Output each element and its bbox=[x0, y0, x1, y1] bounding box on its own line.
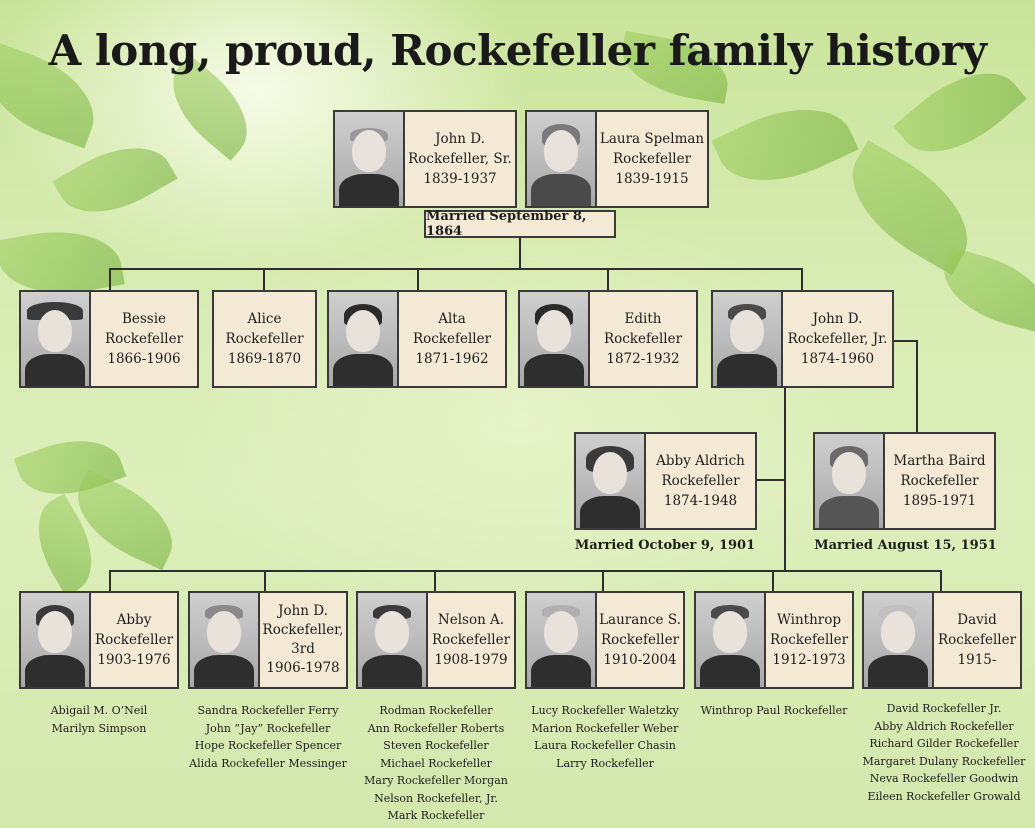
person-years: 1903-1976 bbox=[97, 652, 171, 668]
person-card-abby-aldrich-rockefeller bbox=[574, 432, 757, 530]
child-name: David Rockefeller Jr. bbox=[886, 702, 1002, 715]
person-years: 1895-1971 bbox=[902, 493, 977, 509]
person-name: John D. bbox=[278, 603, 328, 619]
person-name: Rockefeller bbox=[769, 632, 849, 648]
child-name: Neva Rockefeller Goodwin bbox=[869, 772, 1019, 785]
person-name: Laurance S. bbox=[599, 612, 681, 628]
connector-line bbox=[109, 570, 111, 592]
child-name: Alida Rockefeller Messinger bbox=[189, 756, 347, 770]
connector-line bbox=[892, 340, 918, 342]
portrait-photo bbox=[527, 593, 597, 687]
person-card-john-d-rockefeller-3rd bbox=[188, 591, 348, 689]
child-name: Richard Gilder Rockefeller bbox=[869, 737, 1019, 750]
connector-line bbox=[755, 479, 785, 481]
person-name: Rockefeller, Jr. bbox=[787, 331, 888, 347]
page-title: A long, proud, Rockefeller family history bbox=[48, 26, 987, 75]
person-name: Winthrop bbox=[777, 612, 841, 628]
portrait-photo bbox=[527, 112, 597, 206]
person-name: Alta bbox=[438, 311, 466, 327]
person-name: Rockefeller bbox=[431, 632, 511, 648]
person-years: 1871-1962 bbox=[415, 351, 489, 367]
portrait-photo bbox=[358, 593, 428, 687]
connector-line bbox=[916, 340, 918, 432]
portrait-photo bbox=[815, 434, 885, 528]
person-years: 1906-1978 bbox=[266, 660, 340, 676]
connector-line bbox=[519, 236, 521, 269]
children-list bbox=[350, 702, 522, 825]
child-name: Hope Rockefeller Spencer bbox=[194, 739, 342, 752]
child-name: Eileen Rockefeller Growald bbox=[867, 789, 1021, 803]
person-name: Rockefeller bbox=[104, 331, 184, 347]
marriage-date-caption: Married October 9, 1901 bbox=[574, 538, 756, 553]
children-list bbox=[178, 702, 358, 772]
portrait-photo bbox=[21, 593, 91, 687]
connector-line bbox=[940, 570, 942, 592]
person-name: Rockefeller bbox=[900, 473, 979, 489]
children-list bbox=[690, 702, 858, 720]
portrait-photo bbox=[329, 292, 399, 386]
person-name: Rockefeller bbox=[612, 151, 692, 167]
child-name: Michael Rockefeller bbox=[380, 756, 492, 770]
connector-line bbox=[434, 570, 436, 592]
person-name: Rockefeller, bbox=[262, 622, 344, 638]
person-name: Rockefeller, Sr. bbox=[408, 151, 512, 167]
child-name: Laura Rockefeller Chasin bbox=[534, 739, 676, 752]
child-name: Margaret Dulany Rockefeller bbox=[862, 754, 1026, 768]
marriage-date-caption: Married August 15, 1951 bbox=[814, 538, 997, 553]
person-card-david-rockefeller bbox=[862, 591, 1022, 689]
leaf-decoration bbox=[934, 247, 1035, 333]
founders-marriage-label: Married September 8, 1864 bbox=[424, 210, 616, 238]
person-name: Rockefeller bbox=[600, 632, 680, 648]
connector-line bbox=[109, 268, 111, 292]
connector-line bbox=[602, 570, 604, 592]
person-years: 1910-2004 bbox=[603, 652, 677, 668]
connector-line bbox=[772, 570, 774, 592]
child-name: Marion Rockefeller Weber bbox=[531, 721, 679, 735]
person-name: Alice bbox=[247, 311, 282, 327]
person-name: Laura Spelman bbox=[599, 131, 705, 147]
child-name: Mark Rockefeller bbox=[387, 809, 485, 822]
person-card-john-d-rockefeller-jr bbox=[711, 290, 894, 388]
person-card-alta bbox=[327, 290, 507, 388]
person-name: 3rd bbox=[291, 641, 315, 657]
person-name: John D. bbox=[812, 311, 863, 327]
portrait-photo bbox=[864, 593, 934, 687]
connector-line bbox=[109, 268, 803, 270]
person-name: Rockefeller bbox=[94, 632, 174, 648]
person-name: David bbox=[957, 612, 997, 628]
person-years: 1866-1906 bbox=[107, 351, 181, 367]
connector-line bbox=[607, 268, 609, 292]
person-name: Edith bbox=[624, 311, 662, 327]
children-list bbox=[518, 702, 692, 772]
person-name: Bessie bbox=[121, 311, 167, 327]
portrait-photo bbox=[576, 434, 646, 528]
person-years: 1872-1932 bbox=[606, 351, 680, 367]
person-years: 1869-1870 bbox=[227, 351, 302, 367]
person-name: Rockefeller bbox=[225, 331, 304, 347]
connector-line bbox=[263, 268, 265, 292]
person-name: Abby Aldrich bbox=[656, 453, 745, 469]
child-name: Sandra Rockefeller Ferry bbox=[197, 704, 339, 717]
leaf-decoration bbox=[711, 86, 858, 204]
person-card-edith bbox=[518, 290, 698, 388]
person-years: 1912-1973 bbox=[772, 652, 846, 668]
person-years: 1915- bbox=[957, 652, 997, 668]
person-name: Rockefeller bbox=[661, 473, 740, 489]
connector-line bbox=[109, 570, 942, 572]
person-years: 1839-1915 bbox=[615, 171, 689, 187]
person-name: Rockefeller bbox=[603, 331, 683, 347]
child-name: Rodman Rockefeller bbox=[379, 704, 493, 717]
person-years: 1839-1937 bbox=[423, 171, 497, 187]
child-name: Abigail M. O’Neil bbox=[50, 704, 148, 717]
portrait-photo bbox=[335, 112, 405, 206]
person-card-laura-spelman-rockefeller bbox=[525, 110, 709, 208]
person-years: 1908-1979 bbox=[434, 652, 508, 668]
portrait-photo bbox=[190, 593, 260, 687]
connector-line bbox=[801, 268, 803, 292]
child-name: John “Jay” Rockefeller bbox=[205, 721, 331, 735]
connector-line bbox=[417, 268, 419, 292]
person-card-nelson-a-rockefeller bbox=[356, 591, 516, 689]
connector-line bbox=[264, 570, 266, 592]
child-name: Abby Aldrich Rockefeller bbox=[874, 719, 1014, 733]
person-card-john-d-rockefeller-sr bbox=[333, 110, 517, 208]
person-card-laurance-s-rockefeller bbox=[525, 591, 685, 689]
person-card-alice bbox=[212, 290, 317, 388]
person-name: Martha Baird bbox=[893, 453, 986, 469]
person-name: Rockefeller bbox=[937, 632, 1017, 648]
portrait-photo bbox=[520, 292, 590, 386]
person-card-winthrop-rockefeller bbox=[694, 591, 854, 689]
portrait-photo bbox=[713, 292, 783, 386]
child-name: Larry Rockefeller bbox=[556, 756, 654, 770]
person-card-abby-rockefeller bbox=[19, 591, 179, 689]
child-name: Winthrop Paul Rockefeller bbox=[700, 704, 848, 717]
child-name: Steven Rockefeller bbox=[383, 739, 489, 752]
portrait-photo bbox=[21, 292, 91, 386]
child-name: Lucy Rockefeller Waletzky bbox=[531, 704, 679, 717]
person-name: John D. bbox=[435, 131, 485, 147]
person-name: Nelson A. bbox=[437, 612, 505, 628]
portrait-photo bbox=[696, 593, 766, 687]
person-card-martha-baird-rockefeller bbox=[813, 432, 996, 530]
person-name: Abby bbox=[116, 612, 152, 628]
person-years: 1874-1960 bbox=[800, 351, 875, 367]
child-name: Ann Rockefeller Roberts bbox=[367, 721, 505, 735]
children-list bbox=[854, 700, 1034, 805]
children-list bbox=[19, 702, 179, 737]
child-name: Nelson Rockefeller, Jr. bbox=[374, 791, 498, 805]
person-years: 1874-1948 bbox=[663, 493, 738, 509]
child-name: Mary Rockefeller Morgan bbox=[364, 774, 508, 787]
child-name: Marilyn Simpson bbox=[51, 721, 147, 735]
person-card-bessie bbox=[19, 290, 199, 388]
person-name: Rockefeller bbox=[412, 331, 492, 347]
